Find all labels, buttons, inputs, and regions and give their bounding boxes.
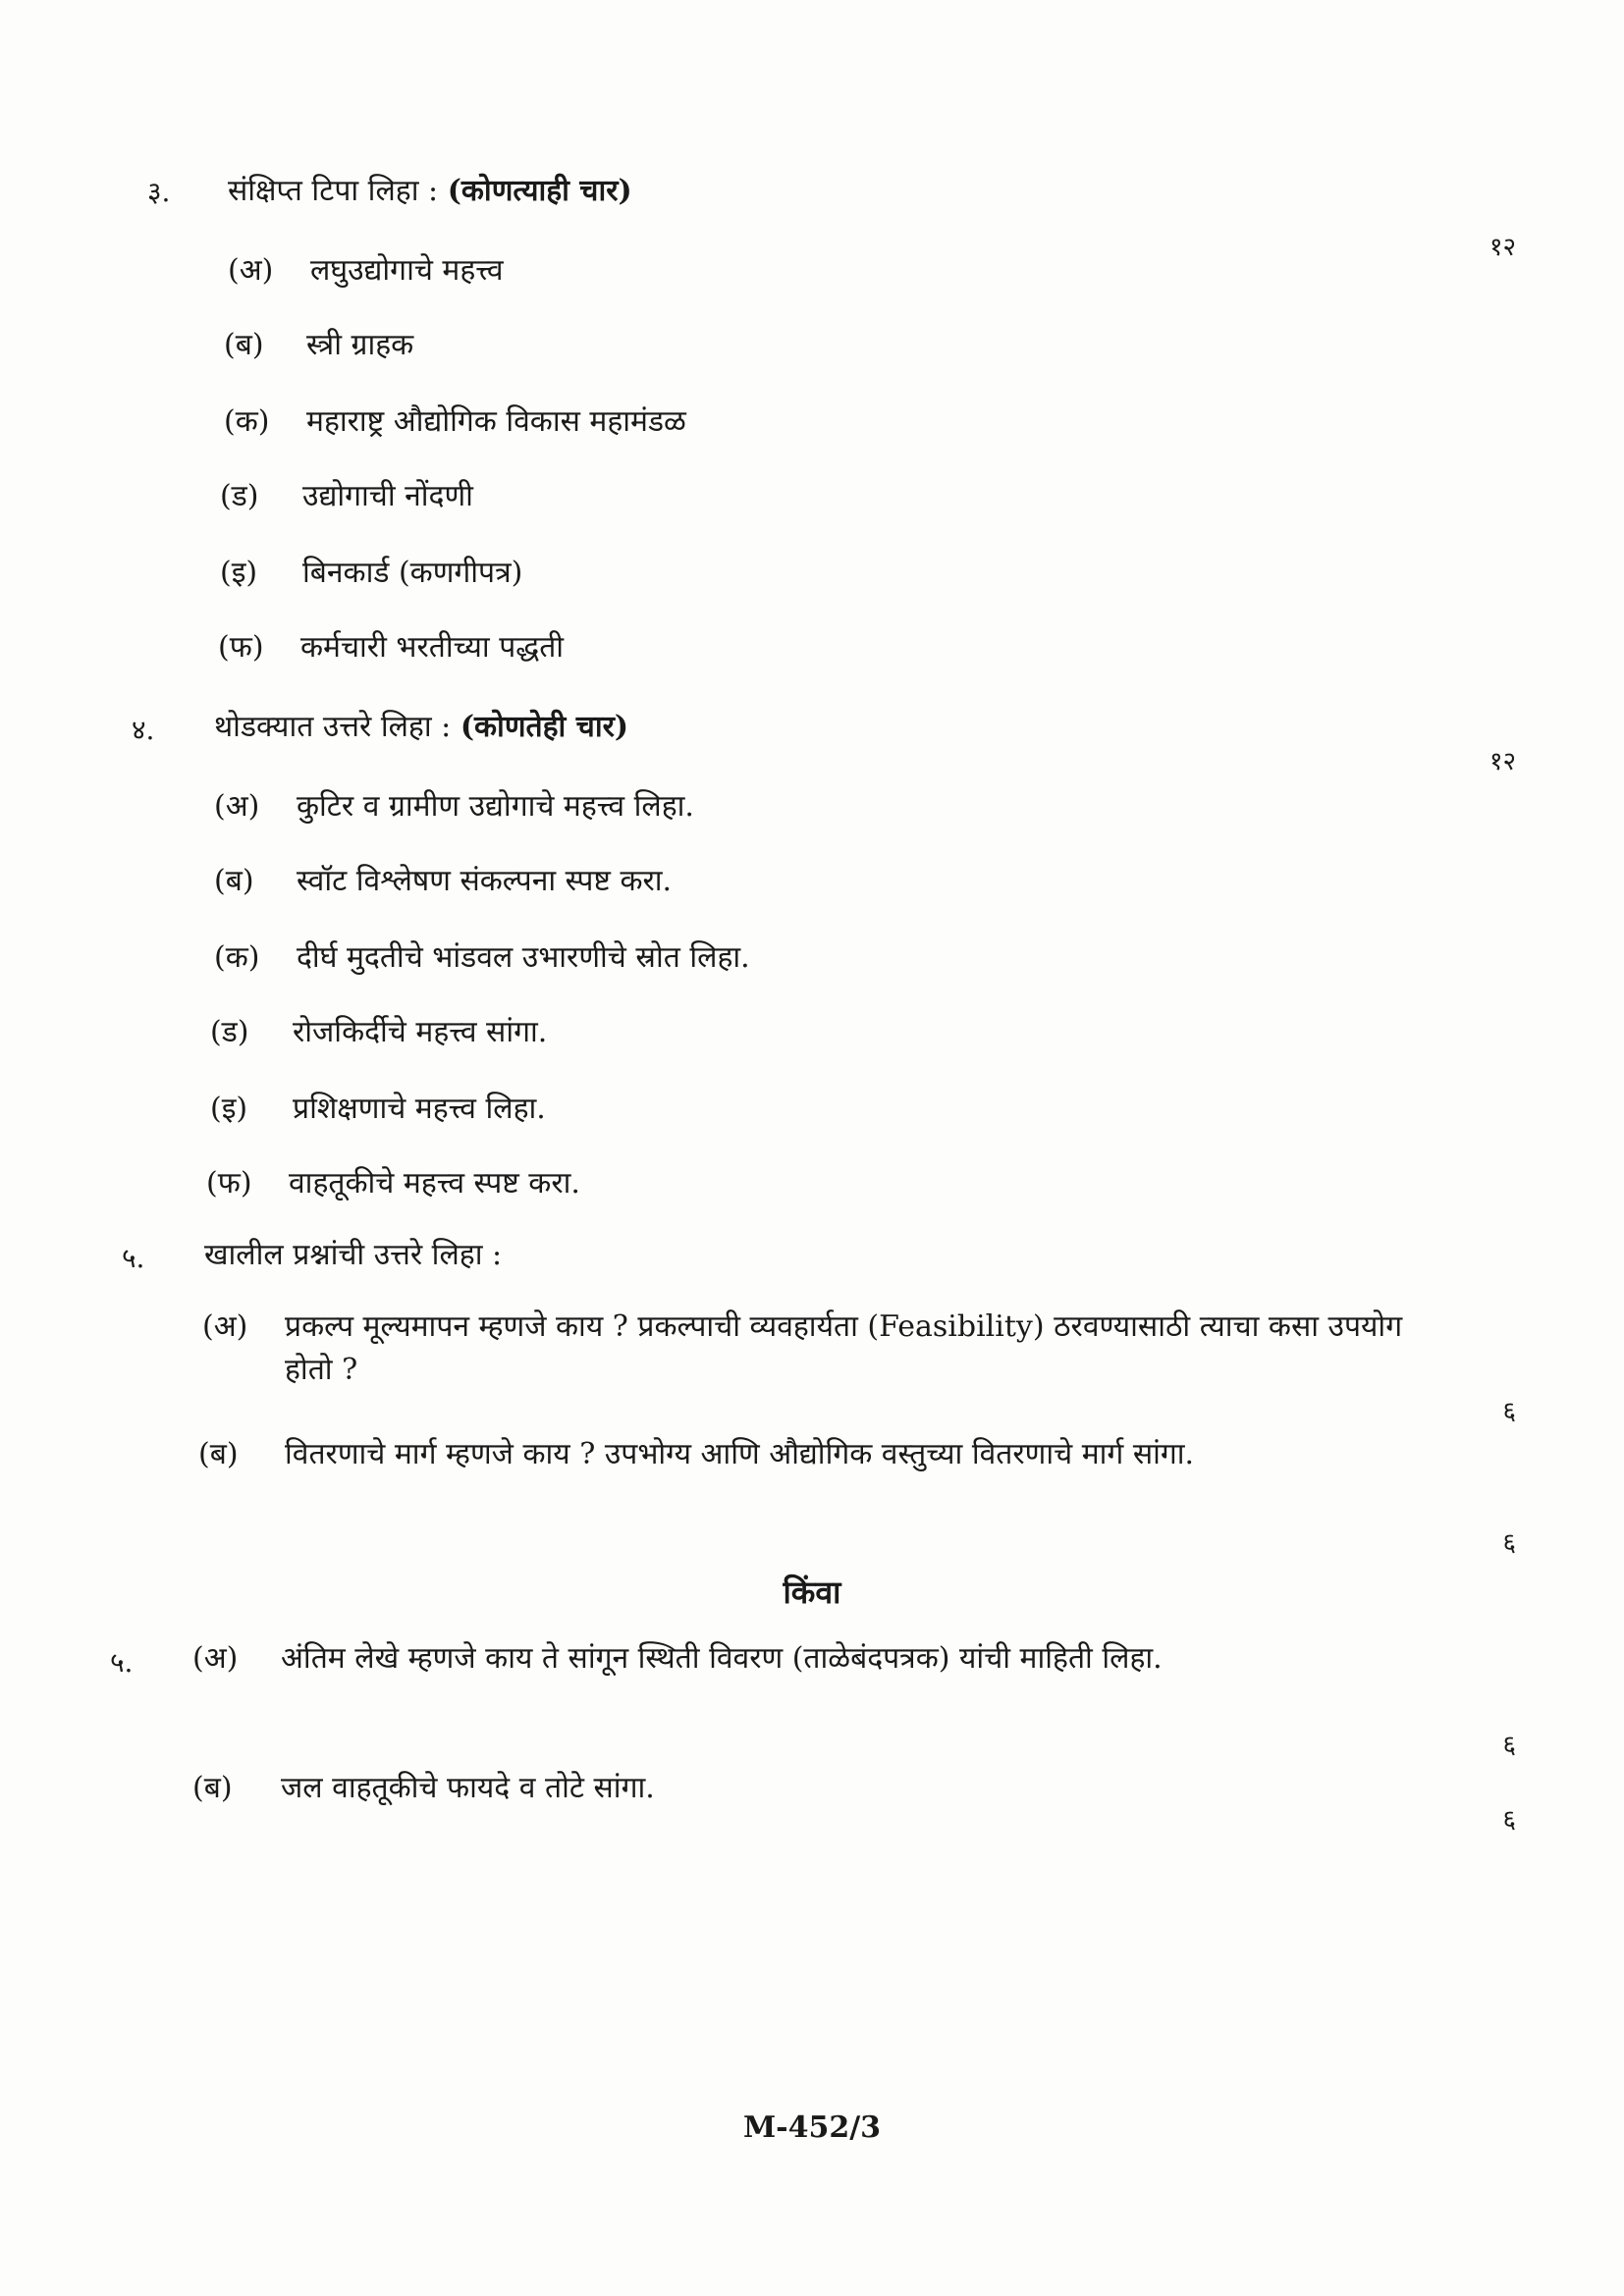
paper-code: M-452/3 <box>742 2110 882 2145</box>
q5-stem-text: खालील प्रश्नांची उत्तरे लिहा : <box>204 1238 503 1272</box>
q3-item-a-label: (अ) <box>228 253 274 288</box>
q5-item-a-marks: ६ <box>1502 1397 1516 1426</box>
q3-item-d-label: (ड) <box>220 479 259 513</box>
q4-item-f <box>206 1162 1384 1205</box>
q4-item-d-text: रोजकिर्दीचे महत्त्व सांगा. <box>293 1015 548 1049</box>
q5-item-b-marks: ६ <box>1502 1528 1516 1558</box>
q5-number: ५. <box>122 1242 145 1274</box>
q3-marks: १२ <box>1489 233 1516 262</box>
q4-item-f-label: (फ) <box>206 1166 252 1201</box>
q4-item-d-label: (ड) <box>210 1015 249 1049</box>
q4-item-a <box>214 785 1392 828</box>
q3-item-c-text: महाराष्ट्र औद्योगिक विकास महामंडळ <box>306 404 686 439</box>
q3-number: ३. <box>147 176 171 208</box>
q3-item-e-label: (इ) <box>220 556 258 590</box>
q3-item-b-text: स्त्री ग्राहक <box>306 328 414 362</box>
q4-item-e-text: प्रशिक्षणाचे महत्त्व लिहा. <box>293 1092 546 1126</box>
q3-item-b-label: (ब) <box>224 328 264 362</box>
q4-stem <box>214 705 628 745</box>
q3-stem <box>228 169 632 209</box>
q4-item-a-text: कुटिर व ग्रामीण उद्योगाचे महत्त्व लिहा. <box>297 789 694 824</box>
q4-item-e-label: (इ) <box>210 1092 248 1126</box>
q3-item-c <box>224 400 1402 444</box>
q3-item-d-text: उद्योगाची नोंदणी <box>302 479 473 513</box>
q4-item-c-label: (क) <box>214 940 260 975</box>
q4-stem-text: थोडक्यात उत्तरे लिहा : <box>214 710 452 744</box>
q3-item-f <box>218 626 1396 669</box>
q5-stem <box>204 1233 502 1273</box>
q4-item-f-text: वाहतूकीचे महत्त्व स्पष्ट करा. <box>289 1166 580 1201</box>
q5alt-item-b-text: जल वाहतूकीचे फायदे व तोटे सांगा. <box>281 1771 655 1805</box>
q5alt-item-a-label: (अ) <box>192 1641 239 1676</box>
q4-stem-bold: (कोणतेही चार) <box>460 710 629 744</box>
q3-item-e-text: बिनकार्ड (कणगीपत्र) <box>302 556 523 590</box>
q3-item-e <box>220 552 1398 595</box>
q4-marks: १२ <box>1489 747 1516 776</box>
q5alt-item-b-label: (ब) <box>192 1771 233 1805</box>
q3-item-c-label: (क) <box>224 404 270 439</box>
or-separator: किंवा <box>783 1574 841 1611</box>
q3-item-b <box>224 324 1402 367</box>
q3-item-f-label: (फ) <box>218 630 264 665</box>
q4-item-b-text: स्वॉट विश्लेषण संकल्पना स्पष्ट करा. <box>297 864 673 898</box>
q3-item-a <box>228 249 1406 293</box>
q3-item-d <box>220 475 1398 518</box>
q5alt-item-a-text: अंतिम लेखे म्हणजे काय ते सांगून स्थिती विवरण (ताळेबंदपत्रक) यांची माहिती लिहा. <box>281 1641 1163 1676</box>
q5alt-item-a-marks: ६ <box>1502 1731 1516 1760</box>
q3-item-a-text: लघुउद्योगाचे महत्त्व <box>310 253 504 288</box>
q4-item-c <box>214 936 1392 980</box>
q4-item-b-label: (ब) <box>214 864 254 898</box>
q4-item-c-text: दीर्घ मुदतीचे भांडवल उभारणीचे स्रोत लिहा. <box>297 940 750 975</box>
q4-item-d <box>210 1011 1388 1054</box>
q3-item-f-text: कर्मचारी भरतीच्या पद्धती <box>300 630 565 665</box>
q4-item-e <box>210 1088 1388 1131</box>
q4-item-a-label: (अ) <box>214 789 260 824</box>
q5alt-item-b-marks: ६ <box>1502 1805 1516 1835</box>
q5alt-number: ५. <box>110 1646 134 1679</box>
q5-item-b-text: वितरणाचे मार्ग म्हणजे काय ? उपभोग्य आणि औद्योगिक वस्तुच्या वितरणाचे मार्ग सांगा. <box>285 1437 1195 1471</box>
q5-item-a-label: (अ) <box>202 1309 248 1344</box>
q3-stem-text: संक्षिप्त टिपा लिहा : <box>228 174 439 208</box>
q3-stem-bold: (कोणत्याही चार) <box>447 174 632 208</box>
q5-item-b-label: (ब) <box>198 1437 239 1471</box>
q5-item-a-text: प्रकल्प मूल्यमापन म्हणजे काय ? प्रकल्पाची व्यवहार्यता (Feasibility) ठरवण्यासाठी त्याचा कसा उपयोग होतो ? <box>285 1309 1403 1387</box>
q4-item-b <box>214 860 1392 903</box>
q4-number: ४. <box>132 714 155 746</box>
